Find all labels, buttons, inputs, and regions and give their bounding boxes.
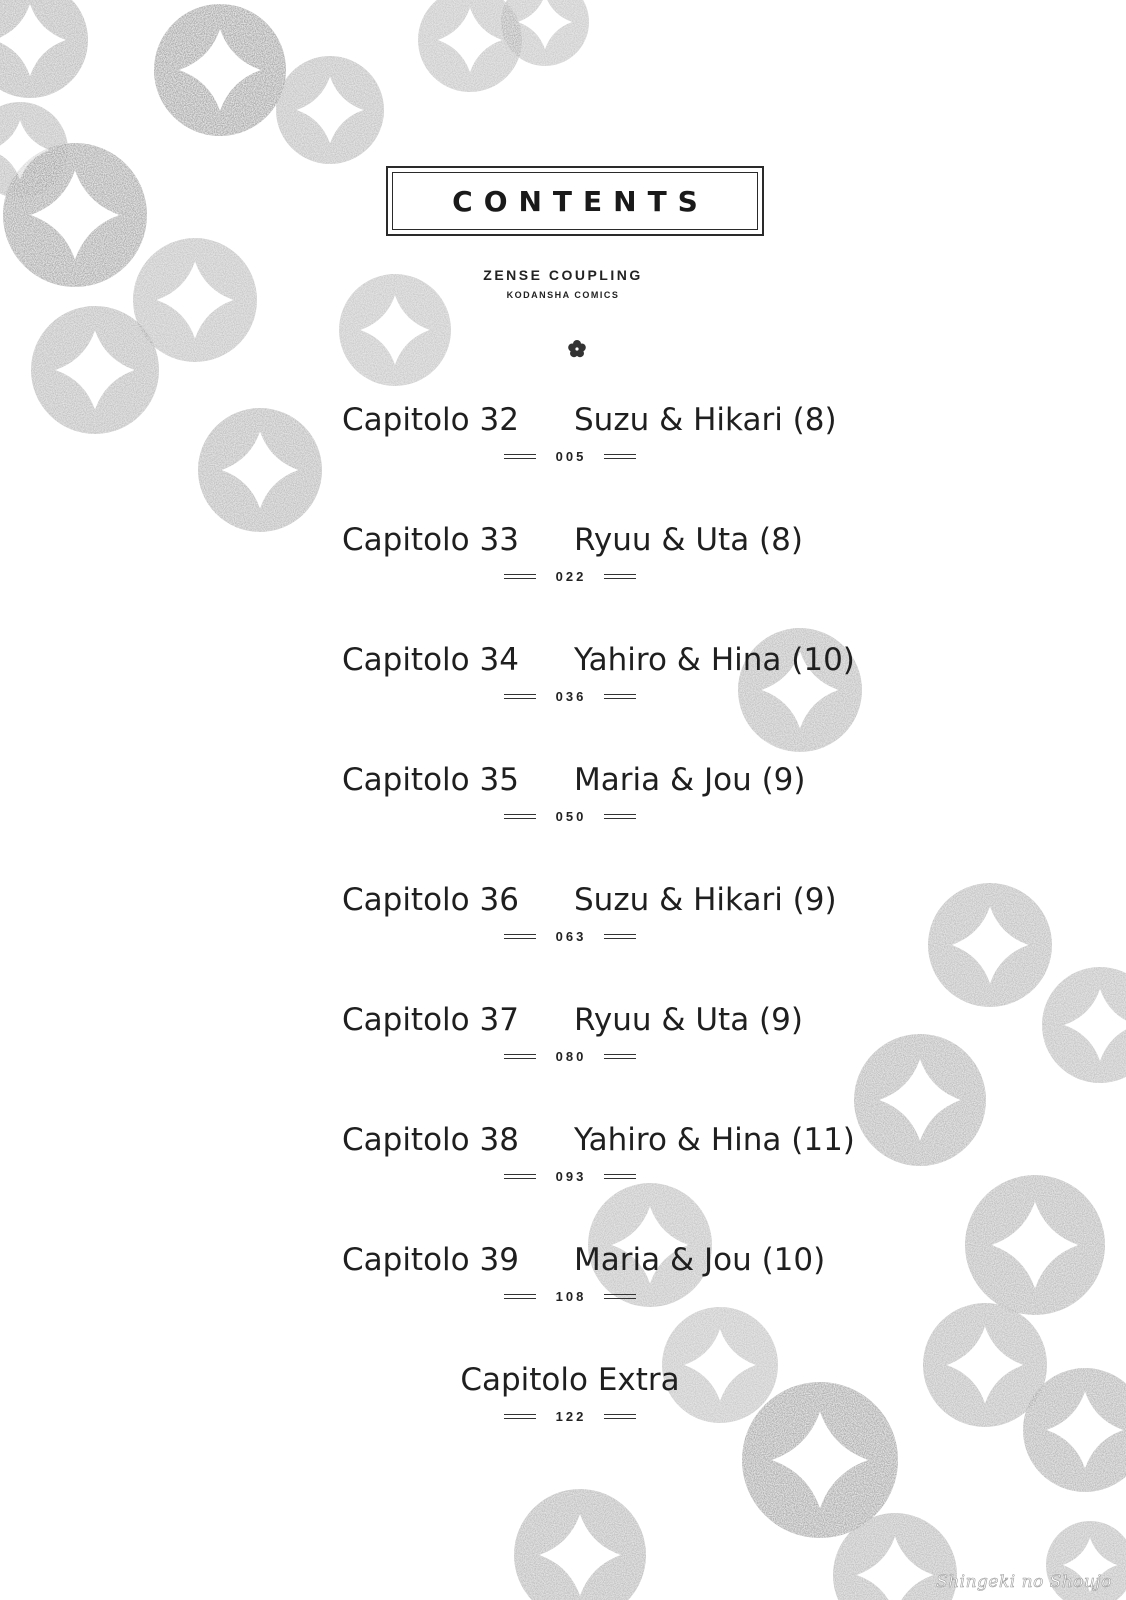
page-number: 022	[555, 568, 587, 584]
publisher-line: KODANSHA COMICS	[506, 290, 620, 300]
chapter-title: Suzu & Hikari (8)	[574, 402, 837, 438]
chapter-title: Yahiro & Hina (10)	[574, 642, 855, 678]
chapter-title: Suzu & Hikari (9)	[574, 882, 837, 918]
double-dash-left	[504, 454, 536, 459]
page-number: 063	[555, 928, 587, 944]
toc-entry-7[interactable]	[0, 1118, 1126, 1198]
chapter-title: Maria & Jou (9)	[574, 762, 806, 798]
chapter-label: Capitolo 37	[342, 1002, 519, 1038]
double-dash-right	[604, 574, 636, 579]
double-dash-right	[604, 694, 636, 699]
double-dash-right	[604, 814, 636, 819]
page-number-row	[0, 686, 1126, 706]
page-number: 005	[555, 448, 587, 464]
page-number-row	[0, 566, 1126, 586]
double-dash-left	[504, 814, 536, 819]
toc-entry-6[interactable]	[0, 998, 1126, 1078]
double-dash-left	[504, 694, 536, 699]
double-dash-left	[504, 1294, 536, 1299]
double-dash-right	[604, 1054, 636, 1059]
toc-entry-4[interactable]	[0, 758, 1126, 838]
double-dash-left	[504, 934, 536, 939]
double-dash-left	[504, 1414, 536, 1419]
chapter-title: Ryuu & Uta (8)	[574, 522, 803, 558]
double-dash-right	[604, 454, 636, 459]
chapter-title: Maria & Jou (10)	[574, 1242, 826, 1278]
double-dash-left	[504, 574, 536, 579]
chapter-title: Ryuu & Uta (9)	[574, 1002, 803, 1038]
series-title: ZENSE COUPLING	[483, 267, 643, 283]
page-number: 122	[555, 1408, 587, 1424]
toc-entry-2[interactable]	[0, 518, 1126, 598]
double-dash-left	[504, 1054, 536, 1059]
chapter-label: Capitolo 33	[342, 522, 519, 558]
chapter-label: Capitolo 32	[342, 402, 519, 438]
page-number-row	[0, 1046, 1126, 1066]
page-number-row	[0, 1286, 1126, 1306]
contents-title-frame	[386, 166, 764, 236]
page-number-row	[0, 806, 1126, 826]
chapter-label: Capitolo 39	[342, 1242, 519, 1278]
chapter-label: Capitolo 38	[342, 1122, 519, 1158]
page-number: 093	[555, 1168, 587, 1184]
double-dash-right	[604, 1174, 636, 1179]
toc-entry-extra[interactable]	[0, 1358, 1126, 1438]
double-dash-left	[504, 1174, 536, 1179]
double-dash-right	[604, 1294, 636, 1299]
chapter-label: Capitolo 35	[342, 762, 519, 798]
double-dash-right	[604, 934, 636, 939]
toc-entry-5[interactable]	[0, 878, 1126, 958]
chapter-label-extra: Capitolo Extra	[460, 1362, 680, 1398]
page-number: 108	[555, 1288, 587, 1304]
page-number-row	[0, 446, 1126, 466]
flower-icon	[566, 338, 588, 360]
contents-title: CONTENTS	[452, 184, 709, 218]
chapter-label: Capitolo 34	[342, 642, 519, 678]
toc-entry-8[interactable]	[0, 1238, 1126, 1318]
page-number-row	[0, 926, 1126, 946]
toc-entry-1[interactable]	[0, 398, 1126, 478]
page-number-row	[0, 1166, 1126, 1186]
chapter-label: Capitolo 36	[342, 882, 519, 918]
page-number: 036	[555, 688, 587, 704]
scanlation-watermark: Shingeki no Shoujo	[936, 1572, 1112, 1592]
page-number-row	[0, 1406, 1126, 1426]
chapter-title: Yahiro & Hina (11)	[574, 1122, 855, 1158]
page-number: 080	[555, 1048, 587, 1064]
page-number: 050	[555, 808, 587, 824]
toc-entry-3[interactable]	[0, 638, 1126, 718]
double-dash-right	[604, 1414, 636, 1419]
